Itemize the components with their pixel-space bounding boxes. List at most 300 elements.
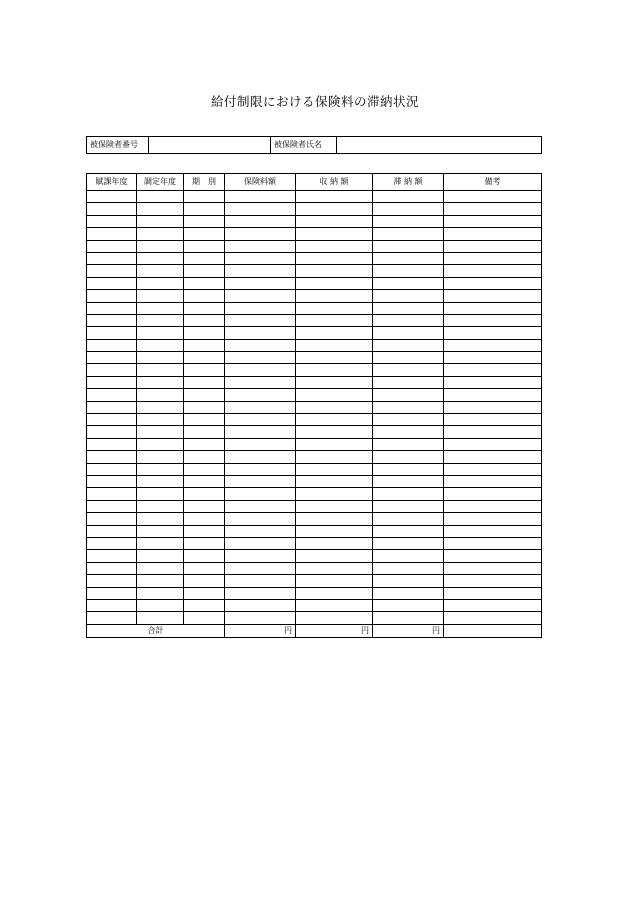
table-cell[interactable] — [296, 599, 373, 611]
table-cell[interactable] — [184, 265, 225, 277]
table-cell[interactable] — [296, 339, 373, 351]
table-cell[interactable] — [184, 414, 225, 426]
table-cell[interactable] — [373, 500, 444, 512]
table-cell[interactable] — [373, 364, 444, 376]
table-cell[interactable] — [373, 339, 444, 351]
table-row — [87, 562, 542, 574]
table-cell[interactable] — [87, 562, 137, 574]
table-cell[interactable] — [373, 252, 444, 264]
table-cell[interactable] — [137, 500, 184, 512]
table-cell[interactable] — [137, 401, 184, 413]
table-cell[interactable] — [373, 327, 444, 339]
total-delinquent-yen: 円 — [373, 624, 444, 637]
table-cell[interactable] — [137, 599, 184, 611]
table-cell[interactable] — [87, 352, 137, 364]
table-cell[interactable] — [373, 438, 444, 450]
table-cell[interactable] — [444, 599, 542, 611]
table-cell[interactable] — [296, 327, 373, 339]
table-cell[interactable] — [137, 513, 184, 525]
table-cell[interactable] — [373, 203, 444, 215]
table-cell[interactable] — [225, 252, 296, 264]
table-body — [87, 191, 542, 625]
table-cell[interactable] — [444, 587, 542, 599]
table-cell[interactable] — [87, 426, 137, 438]
table-cell[interactable] — [87, 277, 137, 289]
table-cell[interactable] — [296, 414, 373, 426]
table-cell[interactable] — [184, 599, 225, 611]
table-row — [87, 575, 542, 587]
table-cell[interactable] — [444, 215, 542, 227]
table-cell[interactable] — [296, 215, 373, 227]
total-collected-yen: 円 — [296, 624, 373, 637]
table-cell[interactable] — [137, 265, 184, 277]
table-cell[interactable] — [87, 488, 137, 500]
table-cell[interactable] — [87, 401, 137, 413]
table-cell[interactable] — [87, 203, 137, 215]
table-cell[interactable] — [184, 401, 225, 413]
table-cell[interactable] — [184, 575, 225, 587]
table-cell[interactable] — [184, 327, 225, 339]
table-row — [87, 500, 542, 512]
table-cell[interactable] — [373, 463, 444, 475]
table-cell[interactable] — [225, 451, 296, 463]
table-cell[interactable] — [87, 290, 137, 302]
table-cell[interactable] — [184, 215, 225, 227]
table-cell[interactable] — [225, 550, 296, 562]
table-cell[interactable] — [296, 302, 373, 314]
table-cell[interactable] — [137, 277, 184, 289]
table-cell[interactable] — [444, 612, 542, 624]
table-cell[interactable] — [184, 612, 225, 624]
table-cell[interactable] — [87, 537, 137, 549]
table-cell[interactable] — [296, 426, 373, 438]
total-row — [87, 624, 542, 637]
table-row — [87, 438, 542, 450]
table-cell[interactable] — [184, 290, 225, 302]
table-row — [87, 203, 542, 215]
table-row — [87, 475, 542, 487]
table-cell[interactable] — [87, 228, 137, 240]
table-cell[interactable] — [225, 203, 296, 215]
table-cell[interactable] — [87, 376, 137, 388]
table-cell[interactable] — [137, 352, 184, 364]
table-cell[interactable] — [296, 389, 373, 401]
table-cell[interactable] — [184, 451, 225, 463]
table-cell[interactable] — [87, 314, 137, 326]
table-row — [87, 265, 542, 277]
table-cell[interactable] — [296, 562, 373, 574]
table-cell[interactable] — [373, 575, 444, 587]
table-cell[interactable] — [137, 215, 184, 227]
table-cell[interactable] — [137, 463, 184, 475]
table-header-row — [87, 174, 542, 191]
table-cell[interactable] — [444, 376, 542, 388]
table-cell[interactable] — [184, 252, 225, 264]
table-cell[interactable] — [373, 215, 444, 227]
insured-name-field[interactable] — [337, 137, 542, 154]
table-cell[interactable] — [87, 414, 137, 426]
table-row — [87, 587, 542, 599]
table-cell[interactable] — [444, 500, 542, 512]
table-row — [87, 364, 542, 376]
table-cell[interactable] — [444, 252, 542, 264]
table-cell[interactable] — [373, 426, 444, 438]
table-cell[interactable] — [184, 228, 225, 240]
table-cell[interactable] — [373, 562, 444, 574]
table-cell[interactable] — [373, 550, 444, 562]
table-cell[interactable] — [296, 500, 373, 512]
table-cell[interactable] — [184, 339, 225, 351]
table-cell[interactable] — [184, 525, 225, 537]
table-cell[interactable] — [225, 327, 296, 339]
table-cell[interactable] — [373, 376, 444, 388]
table-cell[interactable] — [87, 215, 137, 227]
table-cell[interactable] — [137, 525, 184, 537]
table-cell[interactable] — [87, 252, 137, 264]
table-cell[interactable] — [225, 240, 296, 252]
table-cell[interactable] — [296, 488, 373, 500]
table-cell[interactable] — [373, 513, 444, 525]
table-cell[interactable] — [184, 475, 225, 487]
table-cell[interactable] — [137, 302, 184, 314]
table-cell[interactable] — [137, 364, 184, 376]
table-row — [87, 389, 542, 401]
table-cell[interactable] — [225, 290, 296, 302]
table-cell[interactable] — [225, 599, 296, 611]
table-cell[interactable] — [184, 500, 225, 512]
table-cell[interactable] — [296, 525, 373, 537]
table-cell[interactable] — [296, 612, 373, 624]
table-cell[interactable] — [444, 290, 542, 302]
table-cell[interactable] — [225, 228, 296, 240]
table-row — [87, 376, 542, 388]
table-cell[interactable] — [87, 451, 137, 463]
table-cell[interactable] — [137, 575, 184, 587]
table-cell[interactable] — [444, 203, 542, 215]
table-cell[interactable] — [296, 203, 373, 215]
table-row — [87, 426, 542, 438]
table-cell[interactable] — [444, 265, 542, 277]
table-row — [87, 550, 542, 562]
insured-number-label: 被保険者番号 — [87, 137, 149, 154]
table-cell[interactable] — [225, 488, 296, 500]
table-cell[interactable] — [184, 587, 225, 599]
table-cell[interactable] — [373, 352, 444, 364]
table-cell[interactable] — [225, 401, 296, 413]
table-cell[interactable] — [184, 438, 225, 450]
table-cell[interactable] — [296, 463, 373, 475]
table-cell[interactable] — [137, 240, 184, 252]
total-remarks-cell — [444, 624, 542, 637]
table-cell[interactable] — [296, 352, 373, 364]
document-title: 給付制限における保険料の滞納状況 — [210, 94, 419, 109]
table-cell[interactable] — [444, 389, 542, 401]
table-cell[interactable] — [225, 537, 296, 549]
table-cell[interactable] — [225, 364, 296, 376]
table-cell[interactable] — [373, 587, 444, 599]
table-cell[interactable] — [444, 475, 542, 487]
insured-info-table — [86, 136, 542, 154]
table-cell[interactable] — [184, 191, 225, 203]
table-cell[interactable] — [296, 314, 373, 326]
table-cell[interactable] — [225, 612, 296, 624]
table-cell[interactable] — [444, 191, 542, 203]
table-cell[interactable] — [373, 537, 444, 549]
table-cell[interactable] — [87, 513, 137, 525]
table-cell[interactable] — [184, 240, 225, 252]
header-collected-amount: 収 納 額 — [296, 174, 373, 191]
table-cell[interactable] — [225, 339, 296, 351]
table-cell[interactable] — [184, 203, 225, 215]
table-cell[interactable] — [296, 550, 373, 562]
delinquency-table — [86, 173, 542, 638]
table-cell[interactable] — [225, 314, 296, 326]
table-cell[interactable] — [184, 376, 225, 388]
table-cell[interactable] — [373, 240, 444, 252]
table-cell[interactable] — [87, 265, 137, 277]
table-row — [87, 451, 542, 463]
table-cell[interactable] — [137, 252, 184, 264]
table-cell[interactable] — [225, 438, 296, 450]
table-cell[interactable] — [137, 587, 184, 599]
table-cell[interactable] — [444, 277, 542, 289]
table-cell[interactable] — [137, 203, 184, 215]
table-cell[interactable] — [296, 438, 373, 450]
table-cell[interactable] — [87, 463, 137, 475]
table-cell[interactable] — [137, 339, 184, 351]
table-row — [87, 339, 542, 351]
header-premium-amount: 保険料額 — [225, 174, 296, 191]
table-cell[interactable] — [444, 575, 542, 587]
table-cell[interactable] — [225, 191, 296, 203]
table-cell[interactable] — [87, 599, 137, 611]
table-cell[interactable] — [444, 401, 542, 413]
table-row — [87, 327, 542, 339]
table-cell[interactable] — [296, 290, 373, 302]
table-cell[interactable] — [225, 215, 296, 227]
table-row — [87, 599, 542, 611]
table-cell[interactable] — [225, 265, 296, 277]
table-cell[interactable] — [87, 612, 137, 624]
table-cell[interactable] — [225, 463, 296, 475]
table-cell[interactable] — [444, 314, 542, 326]
table-row — [87, 252, 542, 264]
table-cell[interactable] — [444, 228, 542, 240]
table-cell[interactable] — [444, 302, 542, 314]
table-cell[interactable] — [184, 537, 225, 549]
table-cell[interactable] — [444, 562, 542, 574]
table-cell[interactable] — [373, 525, 444, 537]
table-row — [87, 537, 542, 549]
table-cell[interactable] — [137, 327, 184, 339]
table-cell[interactable] — [296, 277, 373, 289]
table-cell[interactable] — [296, 575, 373, 587]
table-cell[interactable] — [225, 562, 296, 574]
table-row — [87, 414, 542, 426]
table-cell[interactable] — [87, 525, 137, 537]
table-cell[interactable] — [87, 475, 137, 487]
table-row — [87, 401, 542, 413]
table-cell[interactable] — [137, 414, 184, 426]
header-determination-year: 調定年度 — [137, 174, 184, 191]
table-cell[interactable] — [225, 302, 296, 314]
table-cell[interactable] — [87, 240, 137, 252]
header-delinquent-amount: 滞 納 額 — [373, 174, 444, 191]
table-cell[interactable] — [137, 475, 184, 487]
table-cell[interactable] — [137, 537, 184, 549]
table-row — [87, 240, 542, 252]
table-cell[interactable] — [296, 252, 373, 264]
total-premium-yen: 円 — [225, 624, 296, 637]
table-cell[interactable] — [87, 339, 137, 351]
table-cell[interactable] — [87, 364, 137, 376]
table-cell[interactable] — [296, 265, 373, 277]
table-cell[interactable] — [373, 401, 444, 413]
table-cell[interactable] — [225, 277, 296, 289]
table-cell[interactable] — [225, 587, 296, 599]
table-cell[interactable] — [87, 302, 137, 314]
table-cell[interactable] — [373, 475, 444, 487]
table-cell[interactable] — [137, 562, 184, 574]
table-cell[interactable] — [444, 240, 542, 252]
table-cell[interactable] — [225, 414, 296, 426]
table-cell[interactable] — [296, 451, 373, 463]
total-label: 合計 — [87, 624, 225, 637]
table-cell[interactable] — [444, 463, 542, 475]
table-cell[interactable] — [225, 525, 296, 537]
table-cell[interactable] — [296, 191, 373, 203]
table-cell[interactable] — [373, 414, 444, 426]
table-cell[interactable] — [296, 240, 373, 252]
table-cell[interactable] — [225, 475, 296, 487]
table-cell[interactable] — [444, 352, 542, 364]
table-cell[interactable] — [184, 562, 225, 574]
table-cell[interactable] — [373, 265, 444, 277]
table-cell[interactable] — [184, 389, 225, 401]
table-cell[interactable] — [373, 389, 444, 401]
table-cell[interactable] — [184, 314, 225, 326]
table-cell[interactable] — [296, 376, 373, 388]
table-cell[interactable] — [444, 414, 542, 426]
table-cell[interactable] — [87, 550, 137, 562]
table-cell[interactable] — [184, 550, 225, 562]
table-cell[interactable] — [296, 475, 373, 487]
table-row — [87, 463, 542, 475]
table-cell[interactable] — [373, 302, 444, 314]
table-cell[interactable] — [137, 389, 184, 401]
table-row — [87, 228, 542, 240]
table-cell[interactable] — [373, 451, 444, 463]
table-cell[interactable] — [184, 463, 225, 475]
table-cell[interactable] — [225, 575, 296, 587]
table-cell[interactable] — [373, 612, 444, 624]
table-cell[interactable] — [137, 376, 184, 388]
table-cell[interactable] — [296, 364, 373, 376]
table-cell[interactable] — [296, 228, 373, 240]
table-cell[interactable] — [373, 228, 444, 240]
table-cell[interactable] — [444, 327, 542, 339]
table-cell[interactable] — [296, 513, 373, 525]
table-cell[interactable] — [137, 451, 184, 463]
table-cell[interactable] — [373, 599, 444, 611]
header-assessment-year: 賦課年度 — [87, 174, 137, 191]
table-cell[interactable] — [373, 191, 444, 203]
table-cell[interactable] — [444, 513, 542, 525]
header-remarks: 備考 — [444, 174, 542, 191]
table-cell[interactable] — [137, 426, 184, 438]
table-cell[interactable] — [225, 513, 296, 525]
table-row — [87, 290, 542, 302]
table-cell[interactable] — [444, 451, 542, 463]
table-cell[interactable] — [184, 364, 225, 376]
table-row — [87, 525, 542, 537]
table-cell[interactable] — [137, 191, 184, 203]
table-cell[interactable] — [184, 302, 225, 314]
table-cell[interactable] — [137, 612, 184, 624]
table-cell[interactable] — [87, 191, 137, 203]
table-cell[interactable] — [137, 550, 184, 562]
header-period: 期 別 — [184, 174, 225, 191]
table-cell[interactable] — [444, 537, 542, 549]
table-cell[interactable] — [444, 525, 542, 537]
insured-number-field[interactable] — [149, 137, 271, 154]
table-cell[interactable] — [184, 352, 225, 364]
table-row — [87, 215, 542, 227]
insured-name-label: 被保険者氏名 — [271, 137, 337, 154]
table-cell[interactable] — [373, 314, 444, 326]
table-cell[interactable] — [184, 488, 225, 500]
table-cell[interactable] — [225, 376, 296, 388]
table-cell[interactable] — [87, 327, 137, 339]
table-cell[interactable] — [87, 389, 137, 401]
table-row — [87, 302, 542, 314]
table-cell[interactable] — [373, 488, 444, 500]
table-cell[interactable] — [444, 550, 542, 562]
table-cell[interactable] — [225, 500, 296, 512]
table-cell[interactable] — [444, 364, 542, 376]
table-cell[interactable] — [444, 438, 542, 450]
table-cell[interactable] — [87, 438, 137, 450]
table-cell[interactable] — [225, 352, 296, 364]
table-cell[interactable] — [87, 500, 137, 512]
table-row — [87, 352, 542, 364]
table-cell[interactable] — [137, 488, 184, 500]
table-cell[interactable] — [444, 426, 542, 438]
table-cell[interactable] — [184, 426, 225, 438]
table-row — [87, 277, 542, 289]
table-cell[interactable] — [296, 537, 373, 549]
table-cell[interactable] — [137, 438, 184, 450]
table-cell[interactable] — [444, 488, 542, 500]
table-cell[interactable] — [296, 587, 373, 599]
table-row — [87, 191, 542, 203]
table-cell[interactable] — [444, 339, 542, 351]
table-cell[interactable] — [373, 290, 444, 302]
table-cell[interactable] — [137, 314, 184, 326]
table-cell[interactable] — [373, 277, 444, 289]
table-cell[interactable] — [225, 389, 296, 401]
table-cell[interactable] — [87, 587, 137, 599]
table-cell[interactable] — [184, 513, 225, 525]
table-cell[interactable] — [87, 575, 137, 587]
table-row — [87, 513, 542, 525]
table-cell[interactable] — [225, 426, 296, 438]
table-cell[interactable] — [137, 228, 184, 240]
table-row — [87, 612, 542, 624]
table-cell[interactable] — [184, 277, 225, 289]
table-cell[interactable] — [296, 401, 373, 413]
table-cell[interactable] — [137, 290, 184, 302]
